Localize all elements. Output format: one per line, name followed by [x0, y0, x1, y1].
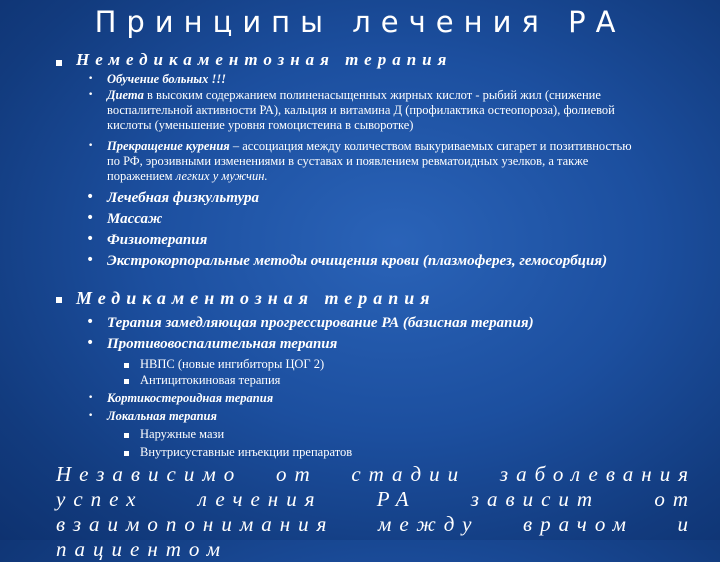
sub-item-ointments: Наружные мази [140, 427, 225, 441]
bullet-dot-icon: • [88, 411, 94, 421]
item-extracorporeal: Экстрокорпоральные методы очищения крови (плазмоферез, гемосорбция) [107, 253, 608, 269]
bullet-dot-icon: • [86, 335, 95, 351]
item-basic-therapy: Терапия замедляющая прогрессирование РА (базисная терапия) [107, 315, 534, 331]
item-diet [107, 88, 647, 133]
bullet-dot-icon: • [86, 314, 95, 330]
item-physiotherapy: Физиотерапия [107, 232, 208, 248]
item-smoking [107, 139, 647, 184]
item-corticosteroid: Кортикостероидная терапия [107, 391, 274, 405]
sub-bullet-icon [124, 363, 129, 368]
item-smoking-lead: Прекращение курения [107, 139, 230, 153]
section-heading-non-drug: Немедикаментозная терапия [76, 50, 453, 69]
bullet-dot-icon: • [86, 231, 95, 247]
bullet-dot-icon: • [88, 90, 94, 100]
slide-title: Принципы лечения РА [94, 5, 626, 39]
item-anti-inflammatory: Противовоспалительная терапия [107, 336, 338, 352]
item-patient-education: Обучение больных !!! [107, 72, 227, 86]
item-local-therapy: Локальная терапия [107, 409, 217, 423]
section-bullet-icon [56, 297, 62, 303]
bullet-dot-icon: • [86, 189, 95, 205]
conclusion-text: Независимо от стадии заболевания успех лечения РА зависит от взаимопонимания между врачом и пациентом [56, 462, 696, 561]
sub-item-anticytokine: Антицитокиновая терапия [140, 373, 281, 387]
bullet-dot-icon: • [86, 210, 95, 226]
item-smoking-text: – ассоциация между количеством выкуриваемых сигарет и позитивностью по РФ, эрозивными изменениями в суставах и появлением ревматоидных узелков, а также поражением [107, 139, 632, 183]
item-massage: Массаж [107, 211, 163, 227]
sub-bullet-icon [124, 379, 129, 384]
bullet-dot-icon: • [88, 393, 94, 403]
item-diet-lead: Диета [107, 88, 144, 102]
section-bullet-icon [56, 60, 62, 66]
sub-item-nsaid: НВПС (новые ингибиторы ЦОГ 2) [140, 357, 325, 371]
section-heading-drug: Медикаментозная терапия [76, 288, 436, 308]
sub-item-injections: Внутрисуставные инъекции препаратов [140, 445, 353, 459]
item-diet-text: в высоким содержанием полиненасыщенных жирных кислот - рыбий жил (снижение воспалительной активности РА), кальция и витамина Д (профилактика остеопороза), фолиевой кислоты (уменьшение уровня гомоцистеина в сыворотке) [107, 88, 615, 132]
bullet-dot-icon: • [86, 252, 95, 268]
bullet-dot-icon: • [88, 141, 94, 151]
item-exercise-therapy: Лечебная физкультура [107, 190, 259, 206]
sub-bullet-icon [124, 451, 129, 456]
item-smoking-tail: легких у мужчин. [175, 169, 268, 183]
bullet-dot-icon: • [88, 74, 94, 84]
sub-bullet-icon [124, 433, 129, 438]
